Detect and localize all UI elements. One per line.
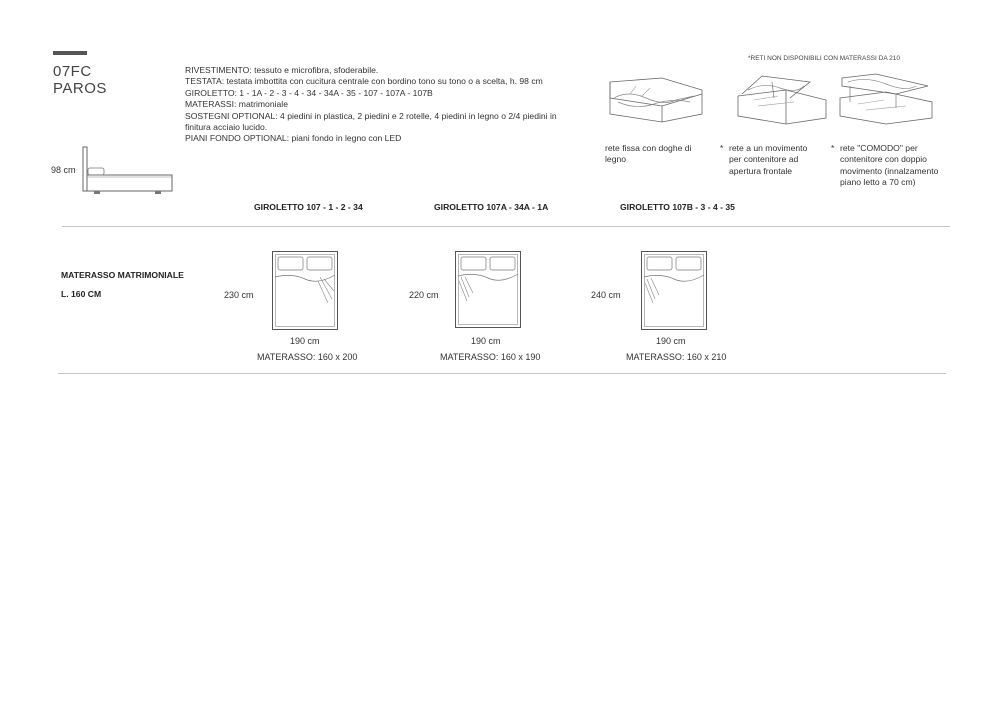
giroletto-heading: GIROLETTO 107 - 1 - 2 - 34 [254, 202, 363, 212]
caption-line: apertura frontale [729, 165, 793, 176]
bed-base-caption [720, 143, 839, 177]
bed-plan-icon [641, 251, 707, 330]
plan-width-label: 190 cm [656, 336, 686, 346]
plan-width-label: 190 cm [471, 336, 501, 346]
product-heading [53, 63, 107, 97]
plan-mattress-size: MATERASSO: 160 x 210 [626, 352, 727, 362]
product-name: PAROS [53, 80, 107, 97]
accent-bar [53, 51, 87, 55]
giroletto-heading: GIROLETTO 107B - 3 - 4 - 35 [620, 202, 735, 212]
product-code: 07FC [53, 63, 92, 80]
bed-base-caption [605, 143, 715, 166]
caption-line: contenitore con doppio [840, 154, 927, 165]
giroletto-heading: GIROLETTO 107A - 34A - 1A [434, 202, 549, 212]
divider [58, 373, 946, 374]
spec-line: finitura acciaio lucido. [185, 122, 268, 133]
bed-plan-icon [272, 251, 338, 330]
caption-line: movimento (innalzamento [840, 165, 939, 176]
plan-length-label: 240 cm [591, 290, 621, 300]
fixed-slat-bed-icon [606, 76, 706, 126]
availability-note: *RETI NON DISPONIBILI CON MATERASSI DA 210 [748, 55, 900, 62]
asterisk: * [831, 143, 835, 153]
bed-side-view-icon [82, 145, 174, 197]
caption-line: rete "COMODO" per [840, 143, 918, 153]
side-height-label: 98 cm [51, 165, 76, 175]
caption-line: piano letto a 70 cm) [840, 177, 916, 188]
spec-line: TESTATA: testata imbottita con cucitura centrale con bordino tono su tono o a scelta, h. 98 cm [185, 76, 543, 87]
spec-line: RIVESTIMENTO: tessuto e microfibra, sfoderabile. [185, 65, 379, 75]
plan-mattress-size: MATERASSO: 160 x 200 [257, 352, 358, 362]
caption-line: per contenitore ad [729, 154, 799, 165]
comodo-lift-bed-icon [836, 72, 936, 126]
spec-line: PIANI FONDO OPTIONAL: piani fondo in legno con LED [185, 133, 402, 144]
bed-base-caption [831, 143, 970, 189]
plan-width-label: 190 cm [290, 336, 320, 346]
caption-line: rete fissa con doghe di [605, 143, 692, 153]
caption-line: legno [605, 154, 627, 165]
divider [62, 226, 950, 227]
mattress-width: L. 160 CM [61, 289, 102, 299]
plan-length-label: 230 cm [224, 290, 254, 300]
bed-plan-icon [455, 251, 521, 328]
spec-line: SOSTEGNI OPTIONAL: 4 piedini in plastica, 2 piedini e 2 rotelle, 4 piedini in legno o 2/4 piedini in [185, 110, 557, 121]
spec-list [185, 65, 595, 145]
spec-line: GIROLETTO: 1 - 1A - 2 - 3 - 4 - 34 - 34A - 35 - 107 - 107A - 107B [185, 87, 433, 98]
plan-mattress-size: MATERASSO: 160 x 190 [440, 352, 541, 362]
spec-line: MATERASSI: matrimoniale [185, 99, 288, 110]
front-lift-storage-bed-icon [734, 72, 830, 126]
plan-length-label: 220 cm [409, 290, 439, 300]
mattress-title: MATERASSO MATRIMONIALE [61, 270, 184, 280]
asterisk: * [720, 143, 724, 153]
caption-line: rete a un movimento [729, 143, 808, 153]
